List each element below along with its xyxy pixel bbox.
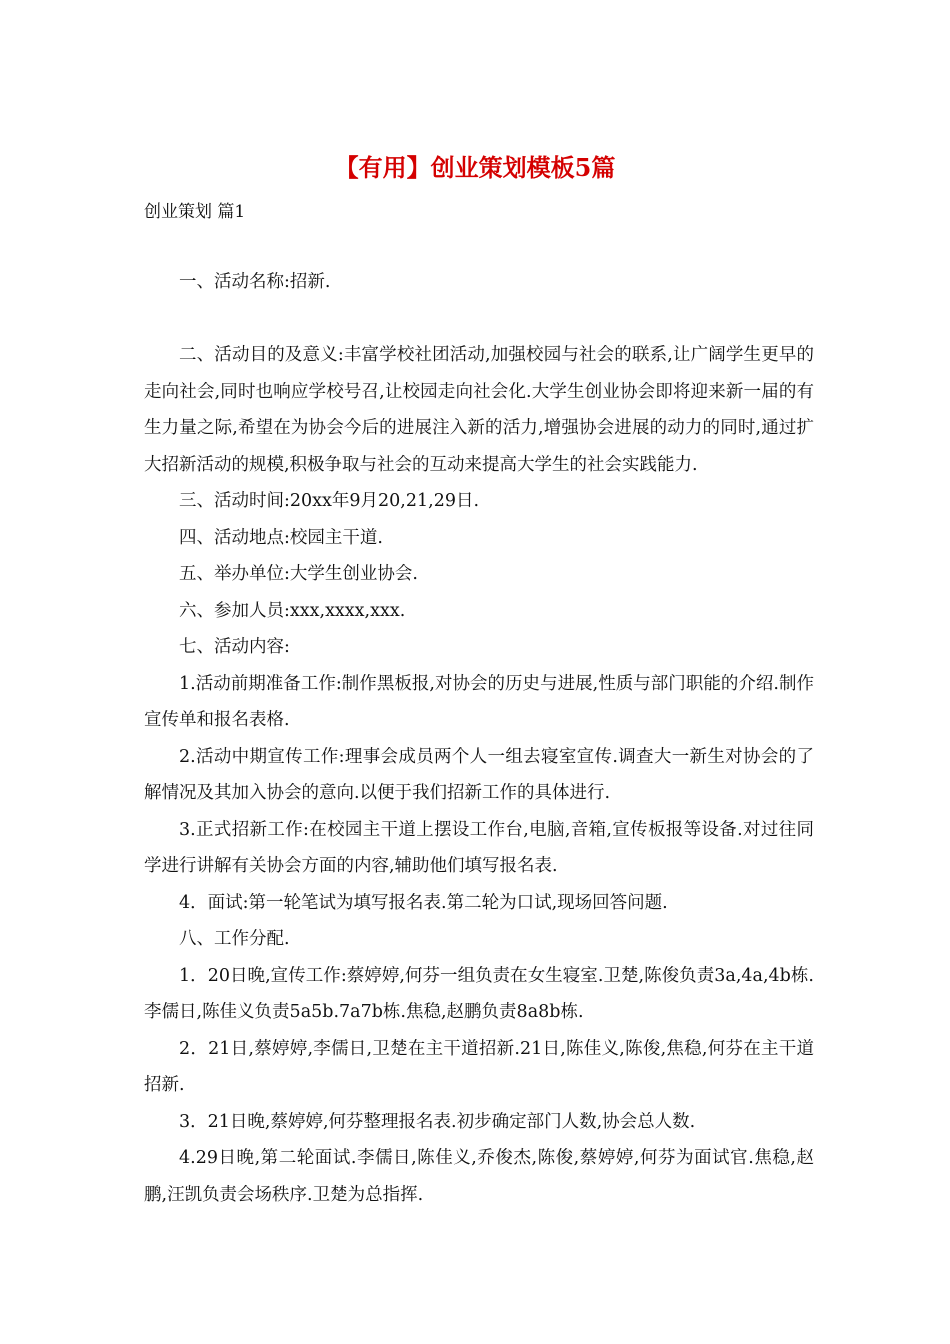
paragraph-content-1: 1.活动前期准备工作:制作黑板报,对协会的历史与进展,性质与部门职能的介绍.制作宣传单和报名表格. [144, 673, 814, 730]
paragraph-assignment-2: 2．21日,蔡婷婷,李儒日,卫楚在主干道招新.21日,陈佳义,陈俊,焦稳,何芬在主干道招新. [144, 1038, 814, 1095]
paragraph-participants: 六、参加人员:xxx,xxxx,xxx. [179, 600, 406, 621]
section-heading: 创业策划 篇1 [144, 202, 246, 222]
document-title: 【有用】创业策划模板5篇 [334, 153, 616, 182]
paragraph-content-3: 3.正式招新工作:在校园主干道上摆设工作台,电脑,音箱,宣传板报等设备.对过往同学进行讲解有关协会方面的内容,辅助他们填写报名表. [144, 819, 814, 876]
paragraph-organizer: 五、举办单位:大学生创业协会. [179, 564, 418, 584]
paragraph-content-heading: 七、活动内容: [179, 637, 290, 657]
paragraph-assignment-3: 3．21日晚,蔡婷婷,何芬整理报名表.初步确定部门人数,协会总人数. [179, 1111, 696, 1132]
paragraph-assignment-1: 1．20日晚,宣传工作:蔡婷婷,何芬一组负责在女生寝室.卫楚,陈俊负责3a,4a,4b栋.李儒日,陈佳义负责5a5b.7a7b栋.焦稳,赵鹏负责8a8b栋. [144, 965, 814, 1022]
paragraph-content-4: 4．面试:第一轮笔试为填写报名表.第二轮为口试,现场回答问题. [179, 892, 668, 913]
paragraph-assignment-4: 4.29日晚,第二轮面试.李儒日,陈佳义,乔俊杰,陈俊,蔡婷婷,何芬为面试官.焦稳,赵鹏,汪凯负责会场秩序.卫楚为总指挥. [144, 1148, 814, 1205]
paragraph-content-2: 2.活动中期宣传工作:理事会成员两个人一组去寝室宣传.调查大一新生对协会的了解情况及其加入协会的意向.以便于我们招新工作的具体进行. [144, 746, 814, 803]
paragraph-location: 四、活动地点:校园主干道. [179, 527, 383, 548]
paragraph-time: 三、活动时间:20xx年9月20,21,29日. [179, 491, 480, 511]
paragraph-purpose: 二、活动目的及意义:丰富学校社团活动,加强校园与社会的联系,让广阔学生更早的走向社会,同时也响应学校号召,让校园走向社会化.大学生创业协会即将迎来新一届的有生力量之际,希望在为协会今后的进展注入新的活力,增强协会进展的动力的同时,通过扩大招新活动的规模,积极争取与社会的互动来提高大学生的社会实践能力. [144, 345, 814, 475]
paragraph-assignment-heading: 八、工作分配. [179, 929, 290, 949]
paragraph-activity-name: 一、活动名称:招新. [179, 272, 331, 292]
document-body [144, 264, 814, 1213]
